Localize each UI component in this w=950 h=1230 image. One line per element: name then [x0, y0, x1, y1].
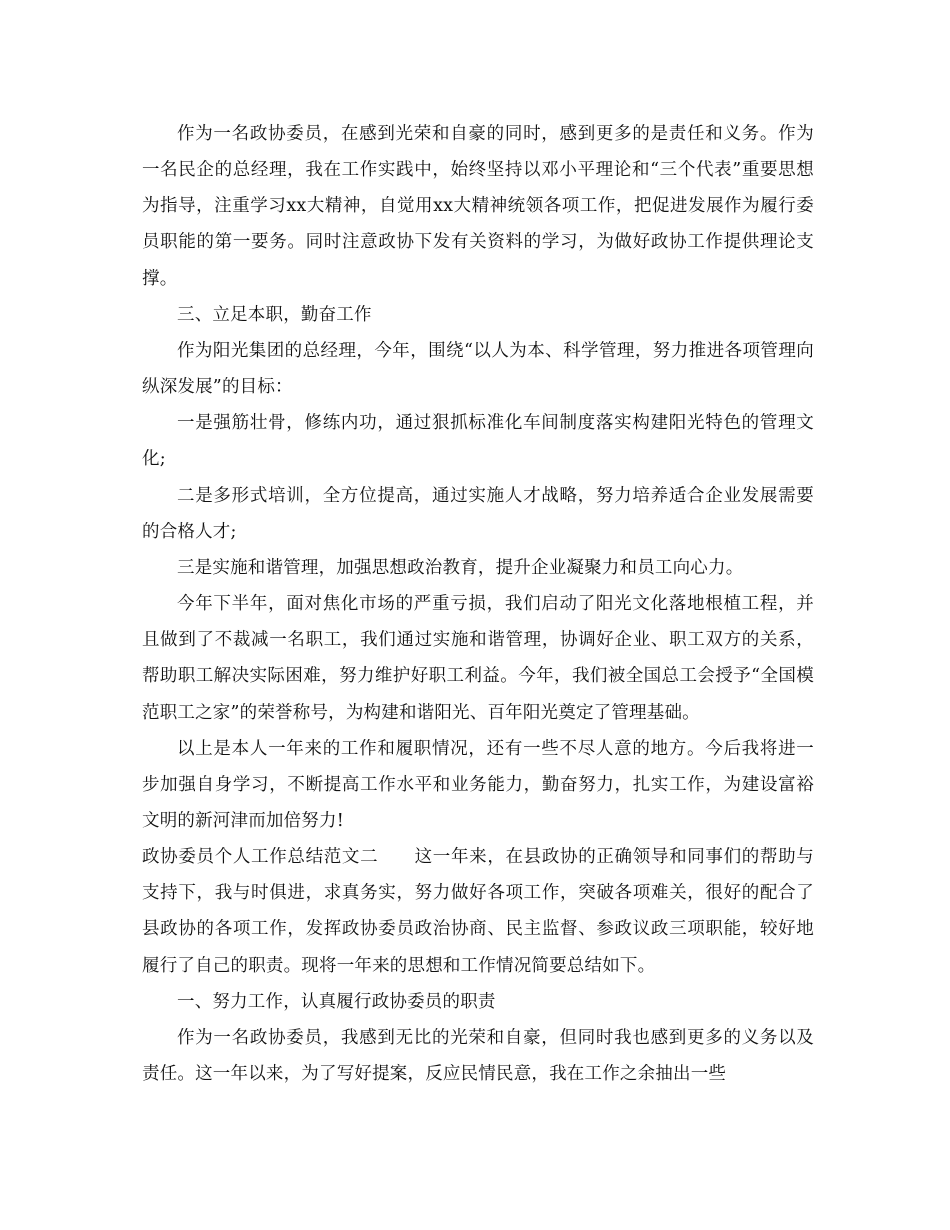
list-item-1: 一是强筋壮骨，修练内功，通过狠抓标准化车间制度落实构建阳光特色的管理文化;	[142, 413, 814, 470]
paragraph-3: 今年下半年，面对焦化市场的严重亏损，我们启动了阳光文化落地根植工程，并且做到了不裁减一名职工，我们通过实施和谐管理，协调好企业、职工双方的关系，帮助职工解决实际困难，努力维护好职工利益。今年，我们被全国总工会授予“全国模范职工之家”的荣誉称号，为构建和谐阳光、百年阳光奠定了管理基础。	[142, 594, 814, 723]
list-item-2: 二是多形式培训，全方位提高，通过实施人才战略，努力培养适合企业发展需要的合格人才;	[142, 485, 814, 542]
list-item-3: 三是实施和谐管理，加强思想政治教育，提升企业凝聚力和员工向心力。	[177, 557, 744, 578]
paragraph-4: 以上是本人一年来的工作和履职情况，还有一些不尽人意的地方。今后我将进一步加强自身学习，不断提高工作水平和业务能力，勤奋努力，扎实工作，为建设富裕文明的新河津而加倍努力!	[142, 738, 814, 831]
paragraph-5: 政协委员个人工作总结范文二 这一年来，在县政协的正确领导和同事们的帮助与支持下，我与时俱进，求真务实，努力做好各项工作，突破各项难关，很好的配合了县政协的各项工作，发挥政协委员政治协商、民主监督、参政议政三项职能，较好地履行了自己的职责。现将一年来的思想和工作情况简要总结如下。	[142, 847, 814, 976]
paragraph-6: 作为一名政协委员，我感到无比的光荣和自豪，但同时我也感到更多的义务以及责任。这一年以来，为了写好提案，反应民情民意，我在工作之余抽出一些	[142, 1027, 814, 1085]
document-body	[142, 116, 814, 1092]
section-heading-1: 一、努力工作，认真履行政协委员的职责	[177, 991, 496, 1012]
paragraph-1: 作为一名政协委员，在感到光荣和自豪的同时，感到更多的是责任和义务。作为一名民企的总经理，我在工作实践中，始终坚持以邓小平理论和“三个代表”重要思想为指导，注重学习xx大精神，自觉用xx大精神统领各项工作，把促进发展作为履行委员职能的第一要务。同时注意政协下发有关资料的学习，为做好政协工作提供理论支撑。	[142, 124, 814, 289]
paragraph-2: 作为阳光集团的总经理，今年，围绕“以人为本、科学管理，努力推进各项管理向纵深发展”的目标：	[142, 340, 814, 398]
section-heading-3: 三、立足本职，勤奋工作	[177, 304, 372, 325]
